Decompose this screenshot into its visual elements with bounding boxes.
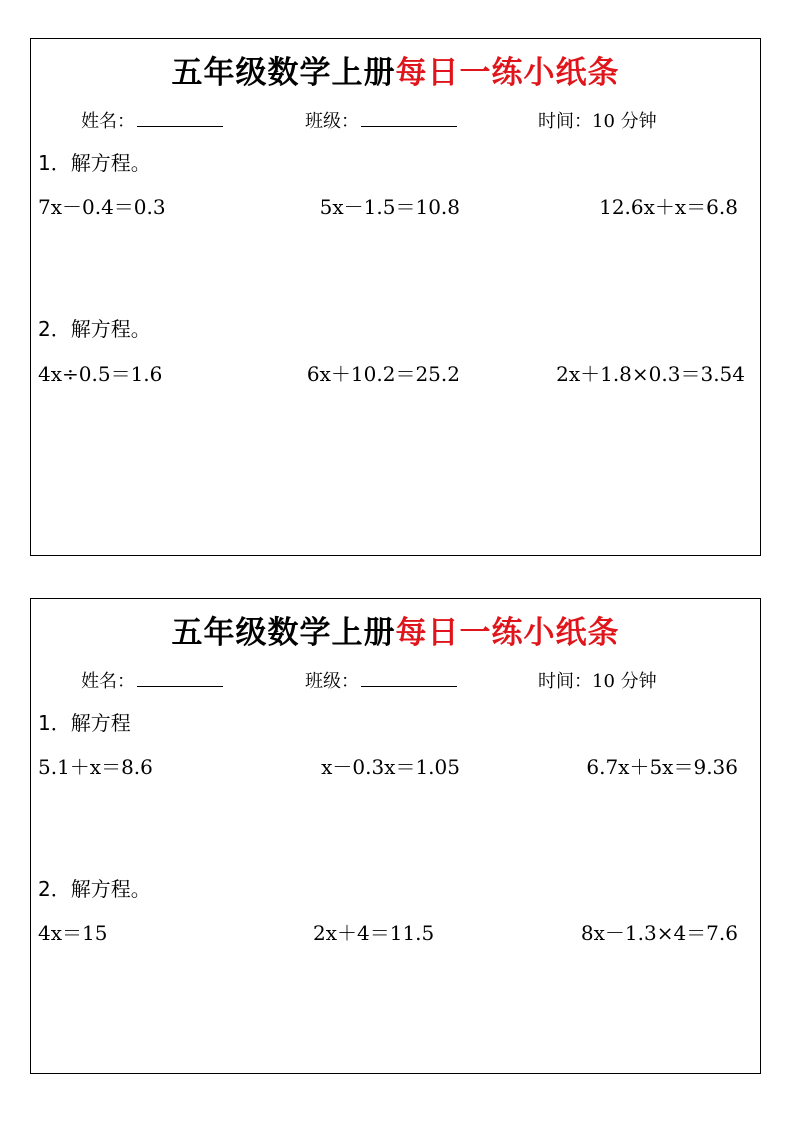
name-label: 姓名： [81,671,135,692]
equation: 5.1＋x＝8.6 [38,755,153,779]
equation: 12.6x＋x＝6.8 [599,195,738,219]
class-field [305,107,457,133]
class-field [305,667,457,693]
worksheet-card-2 [30,598,761,1074]
time-unit: 分钟 [620,671,657,692]
title-red: 每日一练小纸条 [395,615,620,651]
equation: 5x－1.5＝10.8 [319,195,460,219]
card-title [31,47,760,92]
title-black: 五年级数学上册 [171,615,396,651]
equation: 4x＝15 [38,921,108,945]
class-blank[interactable] [361,670,457,687]
section-heading: 1．解方程。 [38,151,151,175]
time-unit: 分钟 [620,111,657,132]
worksheet-card-1 [30,38,761,556]
name-field [81,107,223,133]
equation: x－0.3x＝1.05 [321,755,460,779]
class-blank[interactable] [361,110,457,127]
class-label: 班级： [305,671,359,692]
name-field [81,667,223,693]
section-heading: 2．解方程。 [38,877,151,901]
title-red: 每日一练小纸条 [395,55,620,91]
equation: 2x＋4＝11.5 [313,921,435,945]
equation: 6.7x＋5x＝9.36 [586,755,738,779]
time-field [538,667,657,693]
time-label: 时间： [538,111,592,132]
time-value: 10 [592,671,615,692]
equation: 2x＋1.8×0.3＝3.54 [556,362,745,386]
title-black: 五年级数学上册 [171,55,396,91]
equation: 7x－0.4＝0.3 [38,195,166,219]
name-blank[interactable] [137,670,223,687]
time-label: 时间： [538,671,592,692]
time-field [538,107,657,133]
name-label: 姓名： [81,111,135,132]
section-heading: 1．解方程 [38,711,131,735]
equation: 8x－1.3×4＝7.6 [580,921,738,945]
section-heading: 2．解方程。 [38,317,151,341]
name-blank[interactable] [137,110,223,127]
class-label: 班级： [305,111,359,132]
equation: 4x÷0.5＝1.6 [38,362,163,386]
time-value: 10 [592,111,615,132]
card-title [31,607,760,652]
equation: 6x＋10.2＝25.2 [306,362,460,386]
